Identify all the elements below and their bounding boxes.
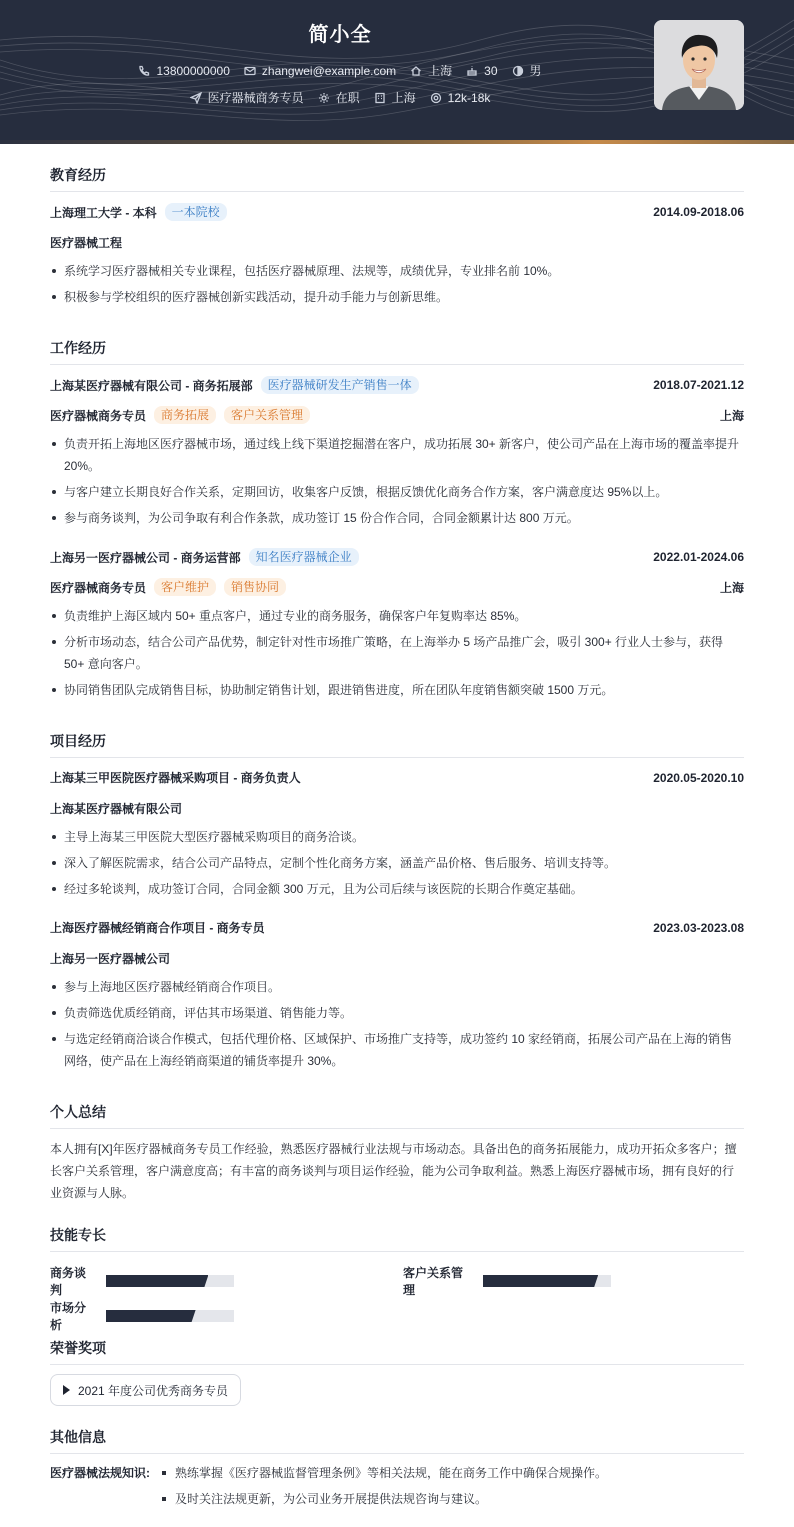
gear-icon	[318, 92, 330, 104]
education-tag: 一本院校	[165, 203, 227, 221]
project-1-date: 2020.05-2020.10	[653, 770, 744, 785]
other-label: 医疗器械法规知识:	[50, 1466, 150, 1480]
list-item: 积极参与学校组织的医疗器械创新实践活动，提升动手能力与创新思维。	[50, 286, 744, 308]
list-item: 负责筛选优质经销商，评估其市场渠道、销售能力等。	[50, 1002, 744, 1024]
education-header-row	[50, 203, 744, 221]
work-2-tag: 客户维护	[154, 578, 216, 596]
work-city-text: 上海	[391, 91, 416, 105]
phone-icon	[138, 65, 150, 77]
work-2-tag: 销售协同	[224, 578, 286, 596]
salary-text: 12k-18k	[447, 90, 491, 105]
list-item: 及时关注法规更新，为公司业务开展提供法规咨询与建议。	[160, 1488, 744, 1510]
education-major: 医疗器械工程	[50, 236, 123, 250]
work-1-company: 上海某医疗器械有限公司 - 商务拓展部	[50, 378, 253, 393]
project-2-bullets	[50, 976, 744, 1076]
email-info	[244, 64, 396, 78]
work-2-role: 医疗器械商务专员	[50, 580, 147, 595]
work-1-date: 2018.07-2021.12	[653, 378, 744, 392]
work-city-info	[374, 89, 416, 106]
list-item: 参与商务谈判，为公司争取有利合作条款，成功签订 15 份合作合同，合同金额累计达 800 万元。	[50, 507, 744, 529]
work-2-role-group	[50, 578, 286, 596]
project-1-bullets	[50, 826, 744, 904]
job-row	[0, 89, 680, 106]
work-2-company-tag: 知名医疗器械企业	[249, 548, 359, 566]
age-info	[466, 64, 497, 78]
education-bullets	[50, 260, 744, 312]
project-2-header-row	[50, 919, 744, 936]
projects-section-title: 项目经历	[50, 731, 744, 758]
work-2-role-row	[50, 578, 744, 596]
work-2-bullets	[50, 605, 744, 705]
skill-fill	[106, 1275, 208, 1287]
work-2-date: 2022.01-2024.06	[653, 550, 744, 564]
list-item: 分析市场动态，结合公司产品优势，制定针对性市场推广策略，在上海举办 5 场产品推广会，吸引 300+ 行业人士参与，获得 50+ 意向客户。	[50, 631, 744, 675]
email-text: zhangwei@example.com	[261, 63, 397, 78]
project-2-name: 上海医疗器械经销商合作项目 - 商务专员	[50, 921, 265, 935]
list-item: 负责维护上海区域内 50+ 重点客户，通过专业的商务服务，确保客户年复购率达 85%。	[50, 605, 744, 627]
avatar-illustration	[654, 20, 744, 110]
education-section-title: 教育经历	[50, 165, 744, 192]
award-text: 2021 年度公司优秀商务专员	[78, 1383, 229, 1398]
work-1-tag: 客户关系管理	[224, 406, 310, 424]
skills-section-title: 技能专长	[50, 1225, 744, 1252]
candidate-name: 简小全	[308, 24, 372, 46]
skill-fill	[106, 1310, 196, 1322]
education-school-group	[50, 203, 227, 221]
other-bullets	[160, 1462, 744, 1514]
home-icon	[410, 65, 422, 77]
send-icon	[190, 92, 202, 104]
work-1-location: 上海	[719, 408, 744, 423]
age-text: 30	[484, 63, 498, 78]
skill-bar	[106, 1310, 234, 1322]
skill-name: 商务谈判	[50, 1266, 87, 1297]
list-item: 参与上海地区医疗器械经销商合作项目。	[50, 976, 744, 998]
gender-text: 男	[529, 64, 542, 78]
project-2-org: 上海另一医疗器械公司	[50, 952, 171, 966]
skill-item	[403, 1264, 611, 1298]
work-1-company-tag: 医疗器械研发生产销售一体	[261, 376, 419, 394]
phone-info	[138, 64, 229, 78]
list-item: 经过多轮谈判，成功签订合同，合同金额 300 万元，且为公司后续与该医院的长期合作奠定基础。	[50, 878, 744, 900]
work-1-role-row	[50, 406, 744, 424]
skill-item	[50, 1264, 234, 1298]
award-item[interactable]	[50, 1374, 241, 1406]
work-2-company: 上海另一医疗器械公司 - 商务运营部	[50, 550, 241, 565]
project-2-date: 2023.03-2023.08	[653, 920, 744, 935]
list-item: 与客户建立长期良好合作关系，定期回访，收集客户反馈，根据反馈优化商务合作方案，客户满意度达 95%以上。	[50, 481, 744, 503]
work-2-location: 上海	[719, 580, 744, 595]
gender-info	[512, 62, 542, 79]
project-1-name: 上海某三甲医院医疗器械采购项目 - 商务负责人	[50, 771, 301, 785]
skill-name: 市场分析	[50, 1301, 87, 1332]
status-info	[318, 89, 360, 106]
list-item: 熟练掌握《医疗器械监督管理条例》等相关法规，能在商务工作中确保合规操作。	[160, 1462, 744, 1484]
work-section-title: 工作经历	[50, 338, 744, 365]
other-section-title: 其他信息	[50, 1427, 744, 1454]
work-1-company-group	[50, 376, 419, 394]
job-title-info	[190, 89, 304, 106]
skill-bar	[106, 1275, 234, 1287]
work-1-role: 医疗器械商务专员	[50, 408, 147, 423]
work-1-tag: 商务拓展	[154, 406, 216, 424]
list-item: 系统学习医疗器械相关专业课程，包括医疗器械原理、法规等，成绩优异，专业排名前 10%。	[50, 260, 744, 282]
mail-icon	[244, 65, 256, 77]
salary-info	[430, 91, 491, 105]
job-title-text: 医疗器械商务专员	[207, 91, 304, 105]
work-1-bullets	[50, 433, 744, 533]
list-item: 协同销售团队完成销售目标，协助制定销售计划，跟进销售进度，所在团队年度销售额突破 1500 万元。	[50, 679, 744, 701]
coin-icon	[430, 92, 442, 104]
education-school: 上海理工大学 - 本科	[50, 205, 157, 220]
list-item: 与选定经销商洽谈合作模式，包括代理价格、区域保护、市场推广支持等，成功签约 10 家经销商，拓展公司产品在上海的销售网络，使产品在上海经销商渠道的铺货率提升 30%。	[50, 1028, 744, 1072]
work-2-company-group	[50, 548, 359, 566]
phone-text: 13800000000	[156, 63, 230, 78]
summary-section-title: 个人总结	[50, 1102, 744, 1129]
skill-fill	[483, 1275, 598, 1287]
building-icon	[374, 92, 386, 104]
header-accent-bar	[0, 140, 794, 144]
gender-icon	[512, 65, 524, 77]
resume-header	[0, 0, 794, 140]
work-2-header-row	[50, 548, 744, 566]
skill-bar	[483, 1275, 611, 1287]
profile-photo	[654, 20, 744, 110]
summary-text: 本人拥有[X]年医疗器械商务专员工作经验，熟悉医疗器械行业法规与市场动态。具备出色的商务拓展能力，成功开拓众多客户；擅长客户关系管理，客户满意度高；有丰富的商务谈判与项目运作经验，能为公司争取利益。熟悉上海医疗器械市场，拥有良好的行业资源与人脉。	[50, 1142, 737, 1200]
expand-triangle-icon	[63, 1385, 70, 1395]
list-item: 负责开拓上海地区医疗器械市场，通过线上线下渠道挖掘潜在客户，成功拓展 30+ 新客户，使公司产品在上海市场的覆盖率提升 20%。	[50, 433, 744, 477]
work-1-header-row	[50, 376, 744, 394]
cake-icon	[466, 65, 478, 77]
skill-name: 客户关系管理	[403, 1266, 464, 1297]
work-1-role-group	[50, 406, 310, 424]
city-text: 上海	[428, 64, 453, 78]
awards-section-title: 荣誉奖项	[50, 1338, 744, 1365]
project-1-org: 上海某医疗器械有限公司	[50, 802, 183, 816]
contact-row	[0, 62, 680, 79]
skill-item	[50, 1299, 234, 1333]
project-1-header-row	[50, 769, 744, 786]
city-info	[410, 62, 452, 79]
list-item: 深入了解医院需求，结合公司产品特点，定制个性化商务方案，涵盖产品价格、售后服务、培训支持等。	[50, 852, 744, 874]
education-date: 2014.09-2018.06	[653, 205, 744, 219]
list-item: 主导上海某三甲医院大型医疗器械采购项目的商务洽谈。	[50, 826, 744, 848]
status-text: 在职	[335, 91, 360, 105]
